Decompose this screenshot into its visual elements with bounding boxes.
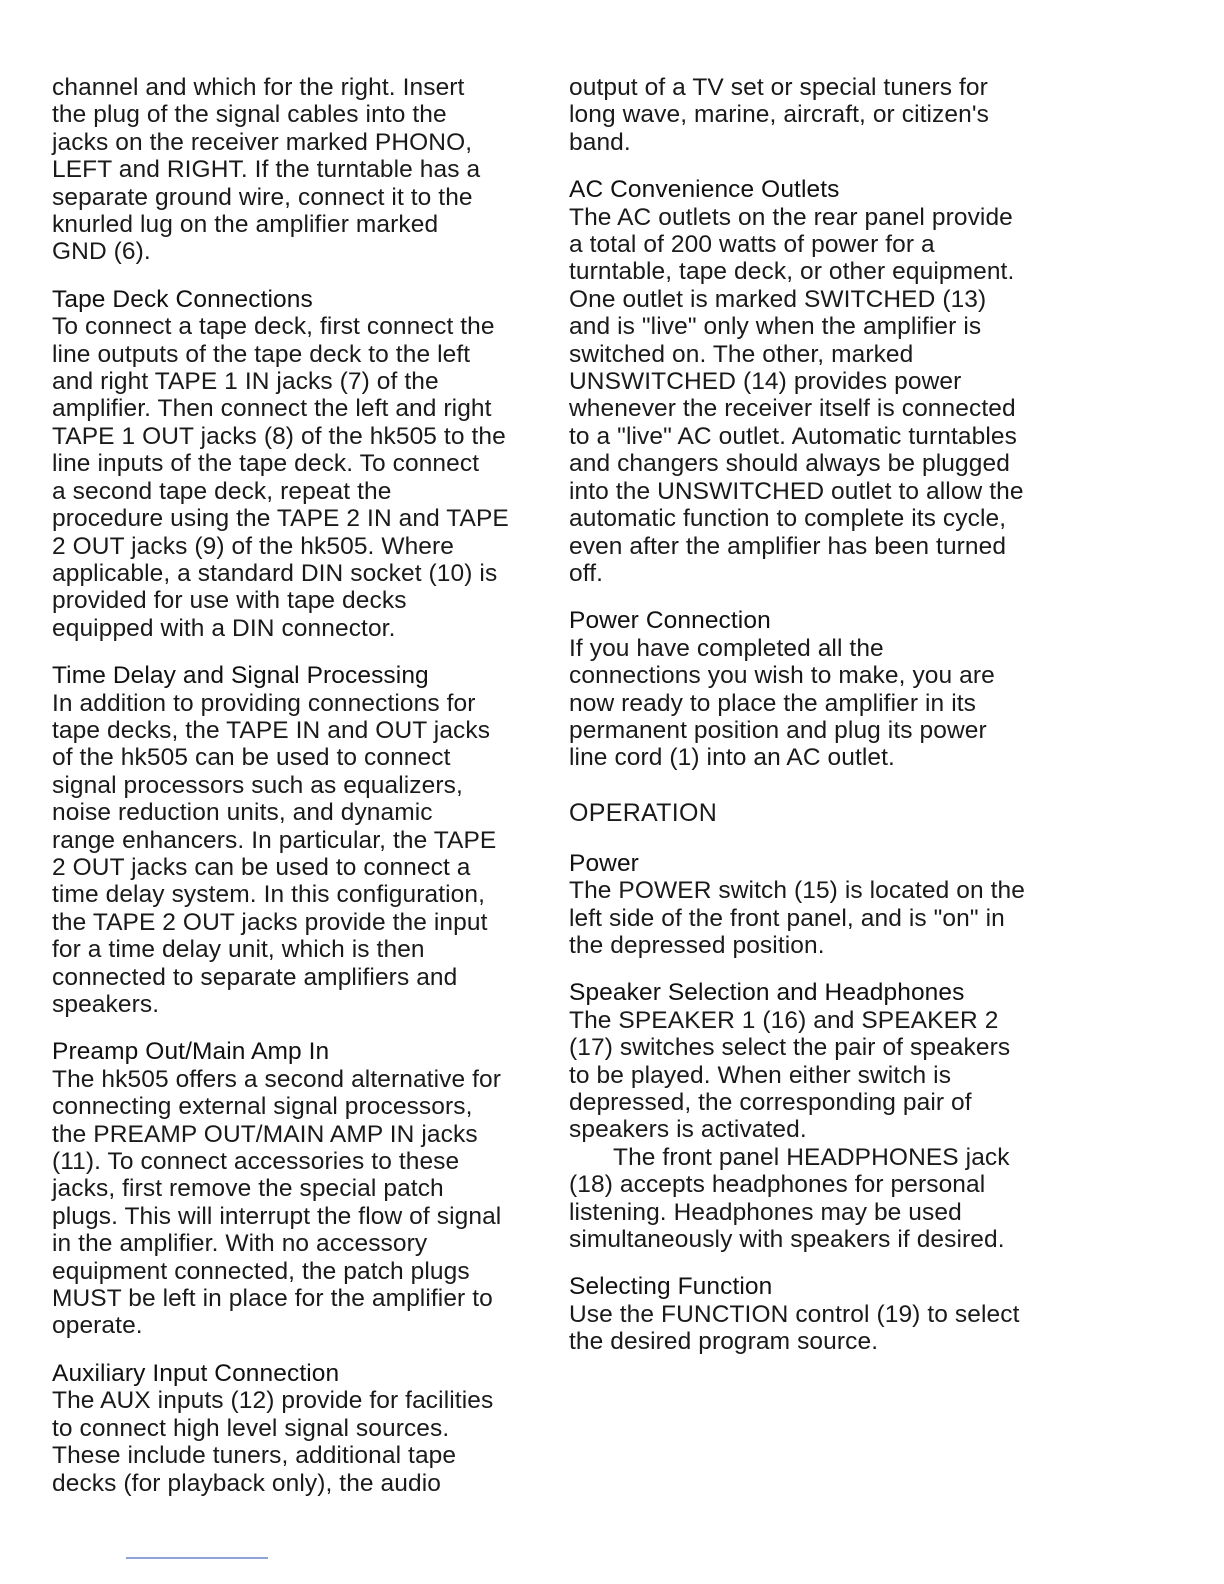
text-line: connections you wish to make, you are [569, 662, 995, 690]
text-line: a second tape deck, repeat the [52, 477, 392, 505]
text-line: Use the FUNCTION control (19) to select [569, 1300, 1020, 1328]
text-line: (17) switches select the pair of speakers [569, 1034, 1011, 1062]
time-delay-section [52, 662, 552, 1018]
text-line: knurled lug on the amplifier marked [52, 211, 439, 239]
section-heading: Selecting Function [569, 1273, 773, 1301]
text-line: output of a TV set or special tuners for [569, 74, 988, 101]
text-line: These include tuners, additional tape [52, 1442, 457, 1470]
text-line: decks (for playback only), the audio [52, 1469, 441, 1497]
text-line: long wave, marine, aircraft, or citizen's [569, 101, 989, 129]
text-line: permanent position and plug its power [569, 716, 987, 744]
text-line: the desired program source. [569, 1328, 879, 1356]
text-line: MUST be left in place for the amplifier to [52, 1285, 493, 1313]
text-line: To connect a tape deck, first connect the [52, 313, 495, 341]
text-line: to a "live" AC outlet. Automatic turntables [569, 422, 1017, 450]
text-line: (11). To connect accessories to these [52, 1148, 460, 1176]
text-line: provided for use with tape decks [52, 587, 407, 615]
text-line: in the amplifier. With no accessory [52, 1230, 428, 1258]
text-line: In addition to providing connections for [52, 689, 476, 717]
text-line: signal processors such as equalizers, [52, 771, 463, 799]
section-heading: Power [569, 849, 639, 877]
section-heading: Auxiliary Input Connection [52, 1359, 340, 1387]
text-line: The POWER switch (15) is located on the [569, 877, 1025, 905]
text-line: 2 OUT jacks can be used to connect a [52, 853, 471, 881]
text-line: (18) accepts headphones for personal [569, 1171, 986, 1199]
ac-outlets-section [569, 176, 1069, 587]
text-line: and changers should always be plugged [569, 450, 1010, 478]
text-line: band. [569, 128, 631, 156]
text-line: for a time delay unit, which is then [52, 936, 425, 964]
section-heading: Time Delay and Signal Processing [52, 662, 429, 690]
text-line: automatic function to complete its cycle, [569, 505, 1007, 533]
text-line: operate. [52, 1312, 143, 1340]
text-line: listening. Headphones may be used [569, 1198, 962, 1226]
text-line: The AUX inputs (12) provide for facilities [52, 1387, 494, 1415]
text-line: and right TAPE 1 IN jacks (7) of the [52, 368, 439, 396]
preamp-section [52, 1038, 552, 1339]
right-column [569, 74, 1069, 1376]
text-line: equipment connected, the patch plugs [52, 1257, 470, 1285]
text-line: If you have completed all the [569, 634, 884, 662]
left-column [52, 74, 552, 1517]
text-line: simultaneously with speakers if desired. [569, 1226, 1005, 1254]
text-line: One outlet is marked SWITCHED (13) [569, 285, 987, 313]
text-line: into the UNSWITCHED outlet to allow the [569, 477, 1024, 505]
intro-paragraph [569, 74, 1069, 156]
section-heading: Speaker Selection and Headphones [569, 979, 965, 1007]
footer-rule [126, 1557, 268, 1559]
text-line: of the hk505 can be used to connect [52, 744, 451, 772]
text-line: whenever the receiver itself is connected [569, 395, 1016, 423]
section-heading: Tape Deck Connections [52, 285, 313, 313]
text-line: equipped with a DIN connector. [52, 614, 396, 642]
text-line: to be played. When either switch is [569, 1061, 952, 1089]
text-line: procedure using the TAPE 2 IN and TAPE [52, 505, 509, 533]
function-section [569, 1273, 1069, 1355]
text-line: connecting external signal processors, [52, 1093, 473, 1121]
text-line: amplifier. Then connect the left and right [52, 395, 492, 423]
text-line: speakers is activated. [569, 1116, 807, 1144]
text-line: off. [569, 559, 604, 587]
text-line: UNSWITCHED (14) provides power [569, 368, 962, 396]
section-heading: Power Connection [569, 607, 771, 635]
text-line: LEFT and RIGHT. If the turntable has a [52, 156, 481, 184]
tape-deck-section [52, 286, 552, 642]
text-line: connected to separate amplifiers and [52, 963, 458, 991]
text-line: the depressed position. [569, 931, 825, 959]
text-line: time delay system. In this configuration, [52, 881, 486, 909]
text-line: The AC outlets on the rear panel provide [569, 203, 1013, 231]
text-line: noise reduction units, and dynamic [52, 799, 433, 827]
text-line: line inputs of the tape deck. To connect [52, 450, 480, 478]
text-line: the plug of the signal cables into the [52, 101, 447, 129]
text-line: depressed, the corresponding pair of [569, 1089, 972, 1116]
text-line: The front panel HEADPHONES jack [613, 1143, 1010, 1171]
text-line: the TAPE 2 OUT jacks provide the input [52, 908, 488, 936]
text-line: The hk505 offers a second alternative for [52, 1065, 501, 1093]
text-line: jacks on the receiver marked PHONO, [52, 128, 473, 156]
text-line: to connect high level signal sources. [52, 1414, 450, 1442]
text-line: the PREAMP OUT/MAIN AMP IN jacks [52, 1120, 478, 1148]
text-line: 2 OUT jacks (9) of the hk505. Where [52, 532, 455, 560]
text-line: line outputs of the tape deck to the left [52, 340, 471, 368]
text-line: separate ground wire, connect it to the [52, 183, 473, 211]
section-heading: Preamp Out/Main Amp In [52, 1038, 330, 1066]
text-line: applicable, a standard DIN socket (10) is [52, 559, 498, 587]
text-line: line cord (1) into an AC outlet. [569, 744, 895, 772]
text-line: tape decks, the TAPE IN and OUT jacks [52, 716, 491, 744]
intro-paragraph [52, 74, 552, 266]
operation-title: OPERATION [569, 798, 718, 827]
power-section [569, 850, 1069, 960]
auxiliary-section [52, 1360, 552, 1497]
text-line: switched on. The other, marked [569, 340, 914, 368]
text-line: turntable, tape deck, or other equipment. [569, 258, 1015, 286]
text-line: TAPE 1 OUT jacks (8) of the hk505 to the [52, 422, 506, 450]
text-line: The SPEAKER 1 (16) and SPEAKER 2 [569, 1006, 999, 1034]
speaker-section [569, 979, 1069, 1253]
text-line: even after the amplifier has been turned [569, 532, 1007, 560]
text-line: left side of the front panel, and is "on" in [569, 904, 1005, 932]
text-line: a total of 200 watts of power for a [569, 231, 935, 259]
text-line: and is "live" only when the amplifier is [569, 313, 982, 341]
text-line: jacks, first remove the special patch [52, 1175, 444, 1203]
text-line: now ready to place the amplifier in its [569, 689, 976, 717]
text-line: range enhancers. In particular, the TAPE [52, 826, 497, 854]
section-heading: AC Convenience Outlets [569, 176, 840, 204]
text-line: speakers. [52, 991, 160, 1018]
text-line: channel and which for the right. Insert [52, 74, 465, 101]
power-connection-section [569, 607, 1069, 771]
text-line: GND (6). [52, 238, 151, 266]
text-line: plugs. This will interrupt the flow of signal [52, 1202, 502, 1230]
